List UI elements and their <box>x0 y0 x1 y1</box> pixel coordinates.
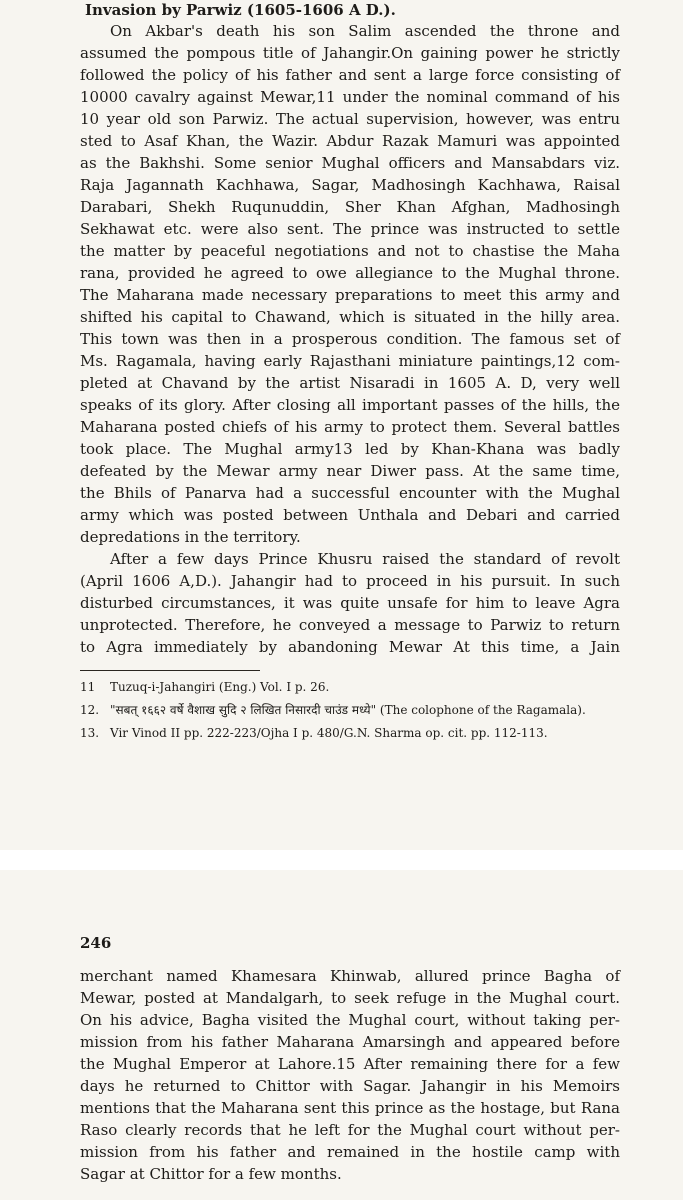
text-line: army which was posted between Unthala and Debari and carried <box>80 506 620 524</box>
footnote-number: 13. <box>80 726 100 740</box>
footnote-text: Tuzuq-i-Jahangiri (Eng.) Vol. I p. 26. <box>110 680 330 694</box>
text-line: merchant named Khamesara Khinwab, allured prince Bagha of <box>80 967 620 985</box>
text-line: speaks of its glory. After closing all important passes of the hills, the <box>80 396 620 414</box>
text-line: the Mughal Emperor at Lahore.15 After remaining there for a few <box>80 1055 620 1073</box>
page-number: 246 <box>80 934 112 952</box>
text-line: Mewar, posted at Mandalgarh, to seek refuge in the Mughal court. <box>80 989 620 1007</box>
footnote-rule <box>80 670 260 671</box>
upper-body-text <box>80 20 620 658</box>
text-line: rana, provided he agreed to owe allegiance to the Mughal throne. <box>80 264 620 282</box>
footnote-text: "सबत् १६६२ वर्षे वैशाख सुदि २ लिखित निसारदी चाउंड मध्ये" (The colophone of the Ragamala). <box>110 703 586 717</box>
text-line: assumed the pompous title of Jahangir.On gaining power he strictly <box>80 44 620 62</box>
text-line: disturbed circumstances, it was quite unsafe for him to leave Agra <box>80 594 620 612</box>
text-line: The Maharana made necessary preparations to meet this army and <box>80 286 620 304</box>
text-line: Darabari, Shekh Ruqunuddin, Sher Khan Afghan, Madhosingh <box>80 198 620 216</box>
footnote <box>80 678 620 696</box>
text-line: pleted at Chavand by the artist Nisaradi in 1605 A. D, very well <box>80 374 620 392</box>
text-line: Sagar at Chittor for a few months. <box>80 1165 342 1183</box>
text-line: Raja Jagannath Kachhawa, Sagar, Madhosingh Kachhawa, Raisal <box>80 176 620 194</box>
text-line: mission from his father Maharana Amarsingh and appeared before <box>80 1033 620 1051</box>
text-line: depredations in the territory. <box>80 528 301 546</box>
text-line: On Akbar's death his son Salim ascended the throne and <box>110 22 620 40</box>
text-line: defeated by the Mewar army near Diwer pass. At the same time, <box>80 462 620 480</box>
lower-body-text <box>80 965 620 1185</box>
text-line: days he returned to Chittor with Sagar. Jahangir in his Memoirs <box>80 1077 620 1095</box>
text-line: This town was then in a prosperous condition. The famous set of <box>80 330 620 348</box>
text-line: 10000 cavalry against Mewar,11 under the nominal command of his <box>80 88 620 106</box>
lower-page <box>0 870 683 1200</box>
text-line: Ms. Ragamala, having early Rajasthani miniature paintings,12 com- <box>80 352 620 370</box>
text-line: After a few days Prince Khusru raised the standard of revolt <box>110 550 620 568</box>
footnote-text: Vir Vinod II pp. 222-223/Ojha I p. 480/G.N. Sharma op. cit. pp. 112-113. <box>110 726 548 740</box>
footnote <box>80 701 620 719</box>
text-line: sted to Asaf Khan, the Wazir. Abdur Razak Mamuri was appointed <box>80 132 620 150</box>
text-line: unprotected. Therefore, he conveyed a message to Parwiz to return <box>80 616 620 634</box>
text-line: took place. The Mughal army13 led by Khan-Khana was badly <box>80 440 620 458</box>
text-line: mission from his father and remained in the hostile camp with <box>80 1143 620 1161</box>
footnote <box>80 724 620 742</box>
text-line: the matter by peaceful negotiations and not to chastise the Maha <box>80 242 620 260</box>
text-line: 10 year old son Parwiz. The actual supervision, however, was entru <box>80 110 620 128</box>
text-line: shifted his capital to Chawand, which is situated in the hilly area. <box>80 308 620 326</box>
footnote-number: 12. <box>80 703 100 717</box>
section-heading: Invasion by Parwiz (1605-1606 A D.). <box>85 1 396 19</box>
text-line: Sekhawat etc. were also sent. The prince was instructed to settle <box>80 220 620 238</box>
footnote-number: 11 <box>80 680 96 694</box>
text-line: On his advice, Bagha visited the Mughal court, without taking per- <box>80 1011 620 1029</box>
text-line: mentions that the Maharana sent this prince as the hostage, but Rana <box>80 1099 620 1117</box>
text-line: Maharana posted chiefs of his army to protect them. Several battles <box>80 418 620 436</box>
text-line: the Bhils of Panarva had a successful encounter with the Mughal <box>80 484 620 502</box>
text-line: (April 1606 A,D.). Jahangir had to proceed in his pursuit. In such <box>80 572 620 590</box>
page-gap <box>0 850 683 870</box>
footnotes <box>80 678 620 747</box>
text-line: as the Bakhshi. Some senior Mughal officers and Mansabdars viz. <box>80 154 620 172</box>
text-line: to Agra immediately by abandoning Mewar At this time, a Jain <box>80 638 620 656</box>
text-line: followed the policy of his father and sent a large force consisting of <box>80 66 620 84</box>
text-line: Raso clearly records that he left for the Mughal court without per- <box>80 1121 620 1139</box>
